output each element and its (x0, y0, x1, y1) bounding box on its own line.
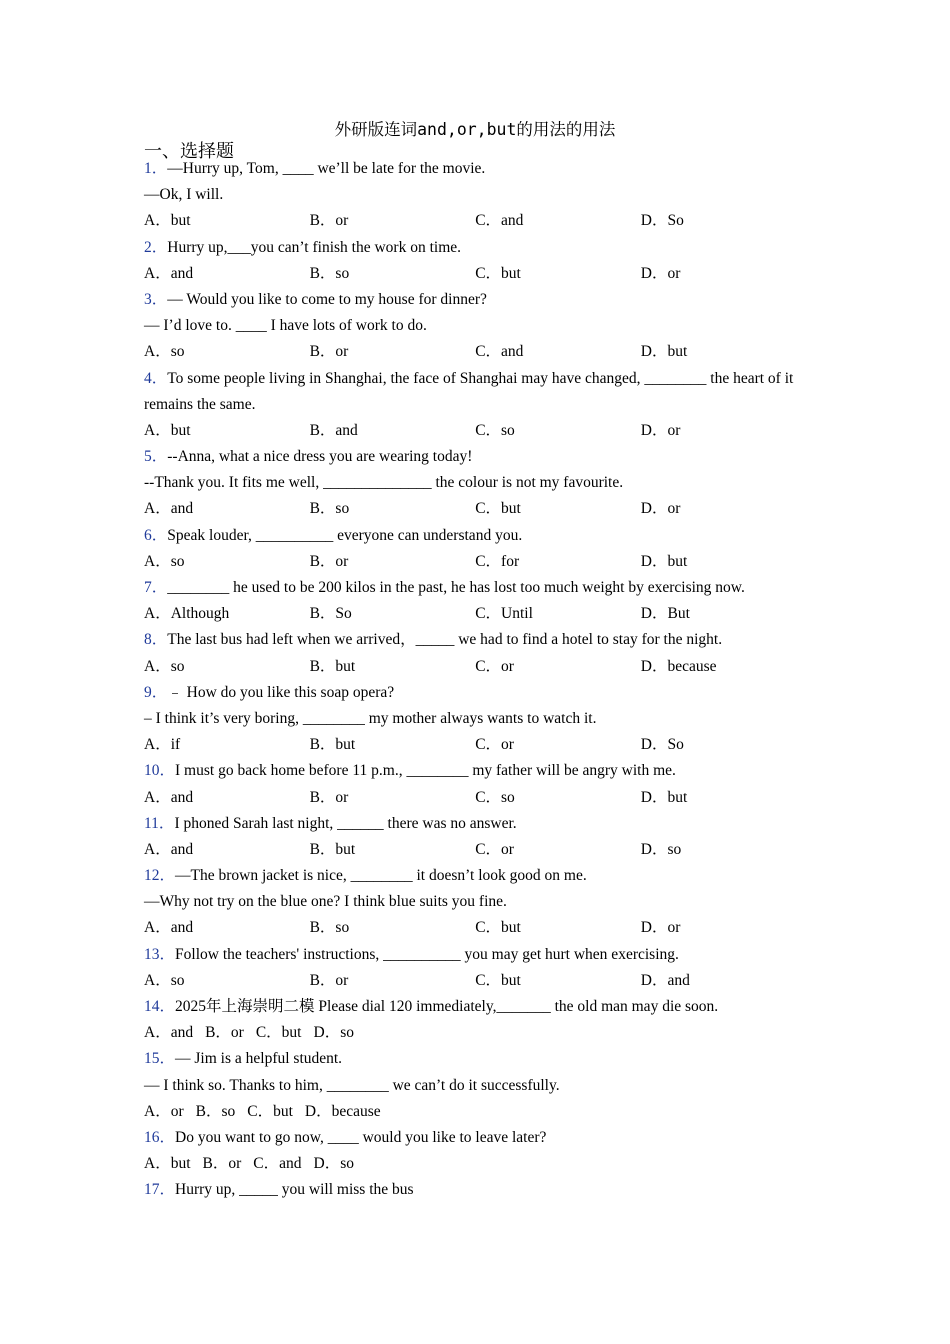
question-text: To some people living in Shanghai, the face of Shanghai may have changed, ________ the heart of it remains the same. (144, 369, 794, 413)
option-a: A．and (144, 919, 194, 937)
question-text: ________ he used to be 200 kilos in the past, he has lost too much weight by exercising now. (167, 579, 745, 597)
option-b: B．or (205, 1024, 244, 1042)
page-title: 外研版连词and,or,but的用法的用法 (334, 120, 616, 139)
question-5 (144, 444, 804, 523)
question-stem (144, 287, 804, 313)
option-c: C．and (475, 212, 524, 230)
option-d: D．but (640, 788, 688, 806)
question-number: 10． (144, 762, 176, 780)
question-stem (144, 811, 804, 837)
question-4 (144, 366, 804, 445)
option-d: D．and (640, 971, 690, 989)
option-d: D．so (313, 1155, 354, 1173)
question-number: 5． (144, 448, 168, 466)
question-17 (144, 1177, 804, 1203)
answer-options (144, 915, 804, 941)
answer-options (144, 496, 804, 522)
question-text: —Ok, I will. (144, 186, 224, 204)
question-3 (144, 287, 804, 366)
option-d: D．but (640, 552, 688, 570)
question-stem (144, 523, 804, 549)
option-b: B．so (195, 1102, 236, 1120)
option-d: D．or (640, 500, 681, 518)
option-c: C．so (475, 788, 515, 806)
question-text: ﹣ How do you like this soap opera? (167, 683, 395, 701)
option-d: D．or (640, 264, 681, 282)
option-d: D．So (640, 736, 684, 754)
option-a: A．and (144, 788, 194, 806)
question-dialog-line (144, 313, 804, 339)
question-dialog-line (144, 182, 804, 208)
answer-options (144, 1151, 804, 1177)
question-stem (144, 994, 804, 1020)
question-text: —Why not try on the blue one? I think blue suits you fine. (144, 893, 507, 911)
question-14 (144, 994, 804, 1046)
question-1 (144, 156, 804, 235)
question-stem (144, 680, 804, 706)
question-number: 7． (144, 579, 168, 597)
question-16 (144, 1125, 804, 1177)
option-c: C．or (475, 736, 514, 754)
option-c: C．but (475, 919, 521, 937)
answer-options (144, 1020, 804, 1046)
answer-options (144, 208, 804, 234)
option-c: C．but (475, 264, 521, 282)
option-c: C．but (475, 971, 521, 989)
question-stem (144, 235, 804, 261)
option-b: B．So (309, 605, 352, 623)
option-d: D．But (640, 605, 690, 623)
question-stem (144, 444, 804, 470)
question-2 (144, 235, 804, 287)
question-text: — I’d love to. ____ I have lots of work to do. (144, 317, 427, 335)
question-number: 2． (144, 238, 168, 256)
option-b: B．and (309, 421, 358, 439)
question-stem (144, 758, 804, 784)
option-b: B．or (309, 552, 349, 570)
option-c: C．but (255, 1024, 302, 1042)
answer-options (144, 1099, 804, 1125)
question-text: The last bus had left when we arrived，_____ we had to find a hotel to stay for the night. (167, 631, 723, 649)
question-dialog-line (144, 889, 804, 915)
option-c: C．so (475, 421, 515, 439)
option-d: D．So (640, 212, 684, 230)
option-d: D．but (640, 343, 688, 361)
option-a: A．but (144, 421, 191, 439)
option-d: D．or (640, 919, 681, 937)
option-c: C．but (475, 500, 521, 518)
question-6 (144, 523, 804, 575)
question-dialog-line (144, 706, 804, 732)
option-d: D．so (313, 1024, 354, 1042)
question-text: Do you want to go now, ____ would you like to leave later? (175, 1128, 547, 1146)
section-heading: 一、选择题 (144, 141, 234, 162)
answer-options (144, 968, 804, 994)
answer-options (144, 339, 804, 365)
option-a: A．and (144, 840, 194, 858)
question-text: —The brown jacket is nice, ________ it doesn’t look good on me. (175, 867, 587, 885)
option-b: B．so (309, 264, 350, 282)
option-c: C．but (247, 1102, 293, 1120)
question-text: – I think it’s very boring, ________ my mother always wants to watch it. (144, 709, 597, 727)
option-d: D．or (640, 421, 681, 439)
option-b: B．so (309, 500, 350, 518)
question-text: — I think so. Thanks to him, ________ we can’t do it successfully. (144, 1076, 560, 1094)
question-8 (144, 627, 804, 679)
question-number: 6． (144, 526, 168, 544)
question-text: Speak louder, __________ everyone can understand you. (167, 526, 523, 544)
option-a: A．so (144, 657, 185, 675)
question-text: I phoned Sarah last night, ______ there was no answer. (174, 814, 517, 832)
option-b: B．or (309, 788, 349, 806)
question-12 (144, 863, 804, 942)
question-number: 13． (144, 945, 176, 963)
question-text: — Jim is a helpful student. (175, 1050, 343, 1068)
option-c: C．Until (475, 605, 533, 623)
question-7 (144, 575, 804, 627)
question-13 (144, 942, 804, 994)
option-c: C．for (475, 552, 520, 570)
question-list (144, 156, 804, 1204)
question-number: 14． (144, 998, 176, 1016)
answer-options (144, 418, 804, 444)
question-number: 12． (144, 867, 176, 885)
question-stem (144, 627, 804, 653)
option-b: B．but (309, 840, 356, 858)
question-stem (144, 1125, 804, 1151)
option-b: B．or (309, 343, 349, 361)
question-text: I must go back home before 11 p.m., ________ my father will be angry with me. (175, 762, 676, 780)
question-stem (144, 942, 804, 968)
question-stem (144, 1177, 804, 1203)
question-text: Hurry up,___you can’t finish the work on time. (167, 238, 462, 256)
question-dialog-line (144, 470, 804, 496)
answer-options (144, 549, 804, 575)
question-text: Follow the teachers' instructions, __________ you may get hurt when exercising. (175, 945, 679, 963)
answer-options (144, 837, 804, 863)
question-dialog-line (144, 1073, 804, 1099)
option-a: A．or (144, 1102, 184, 1120)
question-text: —Hurry up, Tom, ____ we’ll be late for the movie. (167, 160, 486, 177)
question-stem (144, 575, 804, 601)
answer-options (144, 732, 804, 758)
question-number: 16． (144, 1128, 176, 1146)
option-a: A．Although (144, 605, 230, 623)
answer-options (144, 785, 804, 811)
question-number: 15． (144, 1050, 176, 1068)
question-text: Hurry up, _____ you will miss the bus (175, 1181, 414, 1199)
option-d: D．because (304, 1102, 381, 1120)
question-stem (144, 1046, 804, 1072)
question-stem (144, 156, 804, 182)
option-c: C．or (475, 657, 514, 675)
option-c: C．and (475, 343, 524, 361)
option-a: A．but (144, 1155, 191, 1173)
question-number: 8． (144, 631, 168, 649)
option-a: A．and (144, 1024, 194, 1042)
question-15 (144, 1046, 804, 1125)
question-number: 3． (144, 290, 168, 308)
option-a: A．so (144, 971, 185, 989)
option-b: B．or (202, 1155, 242, 1173)
option-b: B．or (309, 212, 349, 230)
option-b: B．but (309, 736, 356, 754)
question-stem (144, 863, 804, 889)
question-11 (144, 811, 804, 863)
question-text: — Would you like to come to my house for dinner? (167, 290, 487, 308)
question-number: 11． (144, 814, 175, 832)
question-10 (144, 758, 804, 810)
option-a: A．but (144, 212, 191, 230)
option-c: C．and (253, 1155, 302, 1173)
question-stem (144, 366, 804, 418)
question-text: --Thank you. It fits me well, ______________ the colour is not my favourite. (144, 474, 624, 492)
answer-options (144, 261, 804, 287)
option-b: B．but (309, 657, 356, 675)
question-number: 1． (144, 160, 168, 177)
question-text: --Anna, what a nice dress you are wearing today! (167, 448, 473, 466)
option-a: A．if (144, 736, 181, 754)
option-d: D．because (640, 657, 717, 675)
option-d: D．so (640, 840, 682, 858)
option-a: A．so (144, 343, 185, 361)
question-number: 17． (144, 1181, 176, 1199)
option-b: B．or (309, 971, 349, 989)
option-a: A．and (144, 264, 194, 282)
option-a: A．and (144, 500, 194, 518)
option-c: C．or (475, 840, 514, 858)
question-number: 4． (144, 369, 168, 387)
answer-options (144, 601, 804, 627)
option-b: B．so (309, 919, 350, 937)
question-text: 2025年上海崇明二模 Please dial 120 immediately,_______ the old man may die soon. (175, 998, 719, 1016)
question-number: 9． (144, 683, 168, 701)
option-a: A．so (144, 552, 185, 570)
question-9 (144, 680, 804, 759)
answer-options (144, 654, 804, 680)
